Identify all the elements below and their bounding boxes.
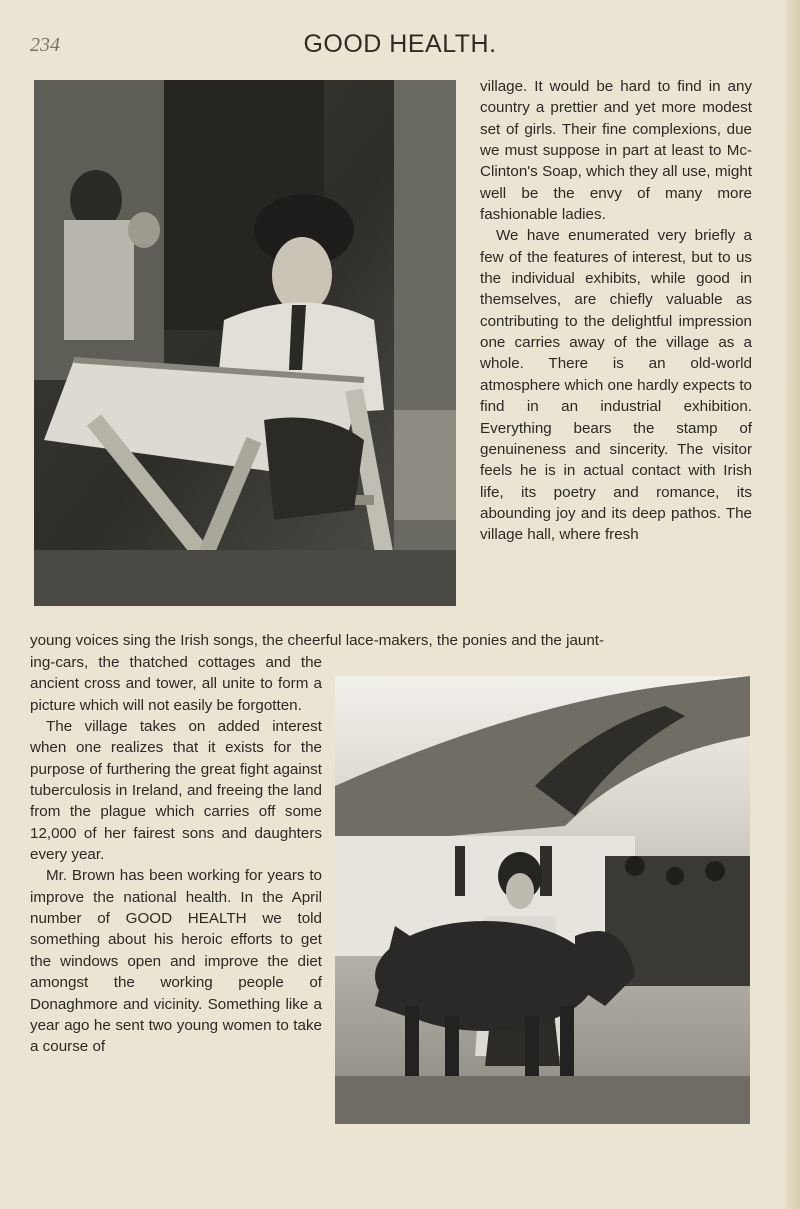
running-title: GOOD HEALTH. bbox=[303, 30, 497, 58]
photo-girl-with-donkey-image bbox=[335, 676, 750, 1124]
paragraph: The village takes on added interest when one realizes that it exists for the purpose of furthering the great fight against tuberculosis in Ireland, and freeing the land from the plague which carries off some 12,000 of her fairest sons and daughters every year. bbox=[30, 718, 322, 864]
left-column-text bbox=[30, 652, 322, 1058]
page-header bbox=[0, 30, 800, 64]
paragraph: ing-cars, the thatched cottages and the ancient cross and tower, all unite to form a picture which will not easily be forgotten. bbox=[30, 654, 322, 714]
paragraph: village. It would be hard to find in any country a prettier and yet more modest set of girls. Their fine complexions, due we must suppose in part at least to Mc-Clinton's Soap, which they all use, might well be the envy of many more fashionable ladies. bbox=[480, 78, 752, 224]
photo-girl-with-donkey bbox=[335, 676, 750, 1124]
page-edge bbox=[786, 0, 800, 1209]
paragraph: Mr. Brown has been working for years to improve the national health. In the April number of GOOD HEALTH we told something about his heroic efforts to get the windows open and improve the diet amongst the working people of Donaghmore and vicinity. Something like a year ago he sent two young women to take a course of bbox=[30, 867, 322, 1056]
full-width-line: young voices sing the Irish songs, the cheerful lace-makers, the ponies and the jaunt- bbox=[30, 632, 605, 649]
photo-lace-maker-image bbox=[34, 80, 456, 606]
right-column-text bbox=[480, 76, 752, 546]
page-number: 234 bbox=[30, 34, 60, 56]
paragraph: We have enumerated very briefly a few of the features of interest, but to us the individual exhibits, while good in themselves, are chiefly valuable as contributing to the delightful impression one carries away of the village as a whole. There is an old-world atmosphere which one hardly expects to find in an industrial exhibition. Everything bears the stamp of genuineness and sincerity. The visitor feels he is in actual contact with Irish life, its poetry and romance, its abounding joy and its deep pathos. The village hall, where fresh bbox=[480, 227, 752, 544]
photo-lace-maker bbox=[34, 80, 456, 606]
